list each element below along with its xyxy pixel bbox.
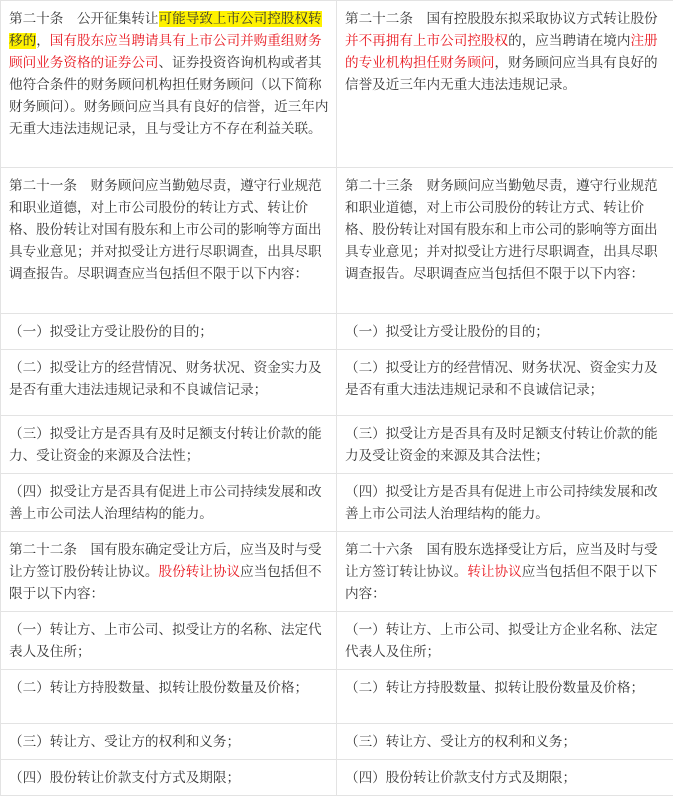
table-row xyxy=(1,670,673,724)
clause-text: 应当包括但不限于以下内容： xyxy=(9,564,322,602)
table-row xyxy=(1,532,673,612)
old-rule-cell xyxy=(1,350,337,416)
new-rule-cell xyxy=(337,670,673,724)
highlighted-text: 可能导致上市公司控股权转移的 xyxy=(9,11,322,49)
clause-text: （三）拟受让方是否具有及时足额支付转让价款的能力、受让资金的来源及合法性； xyxy=(9,426,322,464)
old-rule-cell xyxy=(1,314,337,350)
old-rule-cell xyxy=(1,474,337,532)
clause-text: 应当包括但不限于以下内容： xyxy=(345,564,658,602)
new-rule-cell xyxy=(337,532,673,612)
clause-text: 第二十二条 国有股东确定受让方后，应当及时与受让方签订股份转让协议。 xyxy=(9,542,322,580)
new-rule-cell xyxy=(337,760,673,796)
table-row xyxy=(1,350,673,416)
clause-text: 第二十六条 国有股东选择受让方后，应当及时与受让方签订转让协议。 xyxy=(345,542,658,580)
changed-text: 股份转让协议 xyxy=(159,564,241,580)
clause-text: ，财务顾问应当具有良好的信誉及近三年内无重大违法违规记录。 xyxy=(345,55,658,93)
table-row xyxy=(1,168,673,314)
old-rule-cell xyxy=(1,670,337,724)
clause-text: （三）转让方、受让方的权利和义务； xyxy=(9,734,240,750)
table-row xyxy=(1,1,673,168)
clause-text: 的，应当聘请在境内 xyxy=(508,33,630,49)
table-row xyxy=(1,724,673,760)
clause-text: （二）转让方持股数量、拟转让股份数量及价格； xyxy=(9,680,308,696)
old-rule-cell xyxy=(1,416,337,474)
clause-text: ， xyxy=(36,33,50,49)
old-rule-cell xyxy=(1,724,337,760)
old-rule-cell xyxy=(1,168,337,314)
new-rule-cell xyxy=(337,350,673,416)
new-rule-cell xyxy=(337,612,673,670)
clause-text: （一）拟受让方受让股份的目的； xyxy=(9,324,213,340)
old-rule-cell xyxy=(1,1,337,168)
clause-text: （二）拟受让方的经营情况、财务状况、资金实力及是否有重大违法违规记录和不良诚信记录； xyxy=(9,360,322,398)
old-rule-cell xyxy=(1,532,337,612)
table-row xyxy=(1,314,673,350)
clause-text: （一）转让方、上市公司、拟受让方的名称、法定代表人及住所； xyxy=(9,622,322,660)
old-rule-cell xyxy=(1,612,337,670)
table-row xyxy=(1,416,673,474)
changed-text: 并不再拥有上市公司控股权 xyxy=(345,33,508,49)
changed-text: 转让协议 xyxy=(467,564,521,580)
clause-text: （二）拟受让方的经营情况、财务状况、资金实力及是否有重大违法违规记录和不良诚信记录； xyxy=(345,360,658,398)
clause-text: （二）转让方持股数量、拟转让股份数量及价格； xyxy=(345,680,644,696)
old-rule-cell xyxy=(1,760,337,796)
clause-text: （四）拟受让方是否具有促进上市公司持续发展和改善上市公司法人治理结构的能力。 xyxy=(345,484,658,522)
new-rule-cell xyxy=(337,1,673,168)
new-rule-cell xyxy=(337,724,673,760)
table-row xyxy=(1,612,673,670)
new-rule-cell xyxy=(337,168,673,314)
clause-text: 第二十二条 国有控股股东拟采取协议方式转让股份 xyxy=(345,11,658,27)
clause-text: （四）拟受让方是否具有促进上市公司持续发展和改善上市公司法人治理结构的能力。 xyxy=(9,484,322,522)
clause-text: （一）拟受让方受让股份的目的； xyxy=(345,324,549,340)
clause-text: 、证券投资咨询机构或者其他符合条件的财务顾问机构担任财务顾问（以下简称财务顾问）。财务顾问应当具有良好的信誉，近三年内无重大违法违规记录，且与受让方不存在利益关联。 xyxy=(9,55,328,137)
changed-text: 注册的专业机构担任财务顾问 xyxy=(345,33,658,71)
clause-text: （四）股份转让价款支付方式及期限； xyxy=(345,770,576,786)
changed-text: 国有股东应当聘请具有上市公司并购重组财务顾问业务资格的证券公司 xyxy=(9,33,322,71)
clause-text: （四）股份转让价款支付方式及期限； xyxy=(9,770,240,786)
clause-text: （三）转让方、受让方的权利和义务； xyxy=(345,734,576,750)
new-rule-cell xyxy=(337,314,673,350)
table-row xyxy=(1,760,673,796)
clause-text: （三）拟受让方是否具有及时足额支付转让价款的能力及受让资金的来源及其合法性； xyxy=(345,426,658,464)
clause-text: （一）转让方、上市公司、拟受让方企业名称、法定代表人及住所； xyxy=(345,622,658,660)
clause-text: 第二十三条 财务顾问应当勤勉尽责，遵守行业规范和职业道德，对上市公司股份的转让方式、转让价格、股份转让对国有股东和上市公司的影响等方面出具专业意见；并对拟受让方进行尽职调查，出具尽职调查报告。尽职调查应当包括但不限于以下内容： xyxy=(345,178,658,282)
clause-text: 第二十一条 财务顾问应当勤勉尽责，遵守行业规范和职业道德，对上市公司股份的转让方式、转让价格、股份转让对国有股东和上市公司的影响等方面出具专业意见；并对拟受让方进行尽职调查，出具尽职调查报告。尽职调查应当包括但不限于以下内容： xyxy=(9,178,322,282)
table-row xyxy=(1,474,673,532)
clause-text: 第二十条 公开征集转让 xyxy=(9,11,159,27)
new-rule-cell xyxy=(337,474,673,532)
new-rule-cell xyxy=(337,416,673,474)
